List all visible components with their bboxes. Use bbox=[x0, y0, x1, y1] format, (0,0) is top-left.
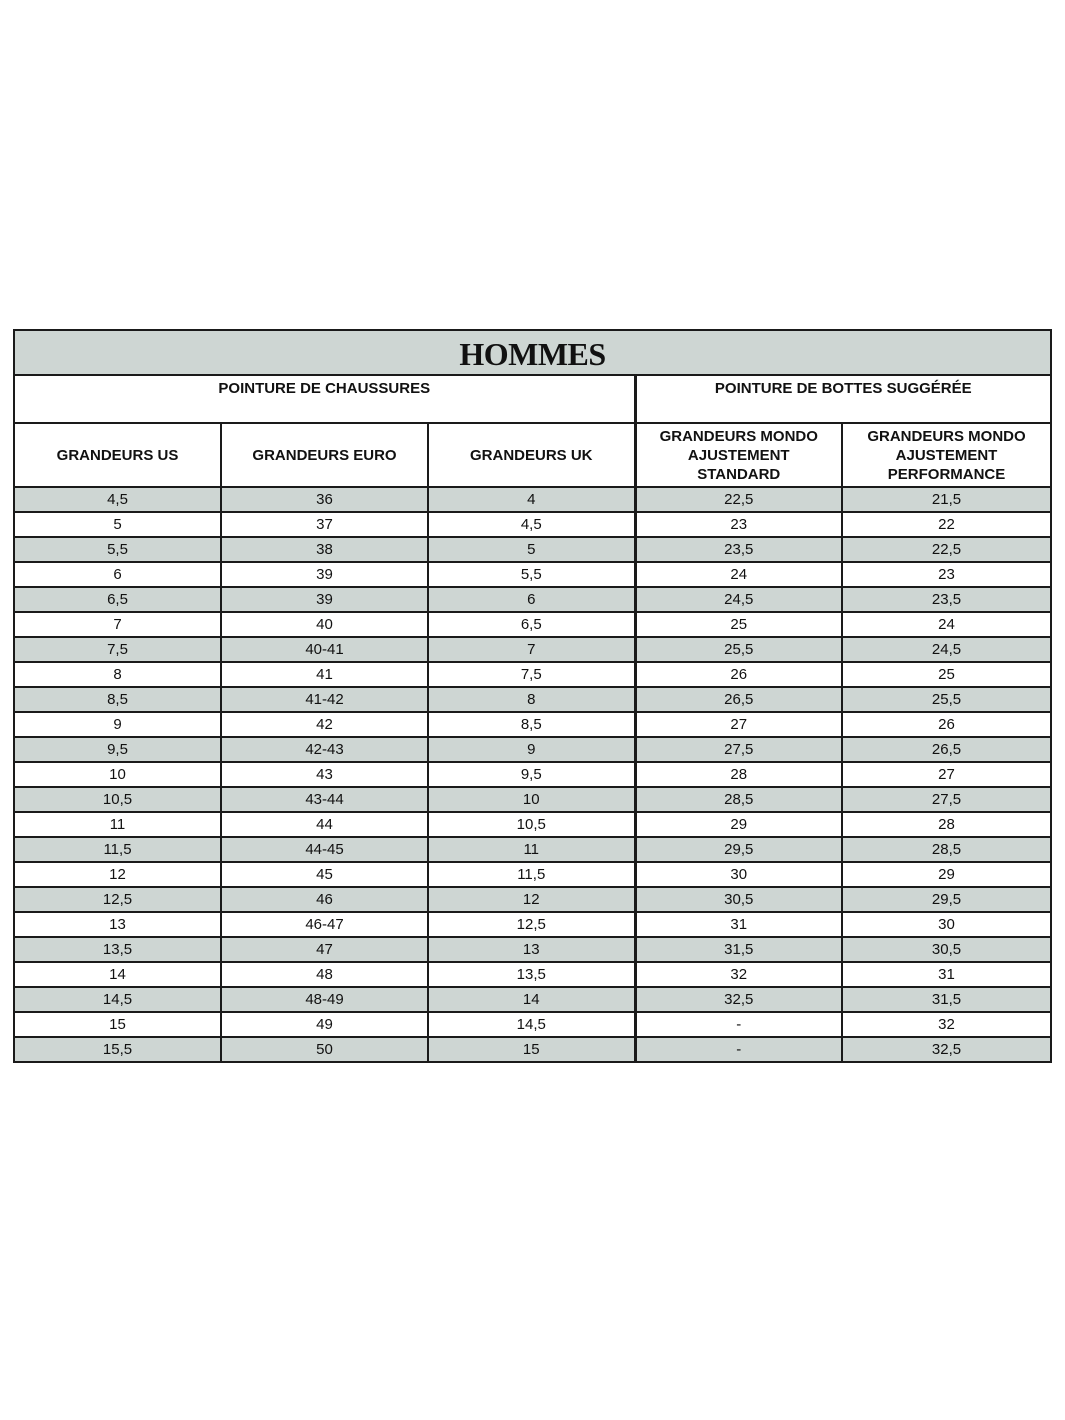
column-header-us: GRANDEURS US bbox=[14, 423, 221, 487]
us-size-cell: 13,5 bbox=[14, 937, 221, 962]
euro-size-cell: 40 bbox=[221, 612, 428, 637]
header-line: AJUSTEMENT bbox=[687, 446, 790, 464]
mondo-performance-cell: 28,5 bbox=[842, 837, 1051, 862]
uk-size-cell: 13 bbox=[428, 937, 635, 962]
table-title: HOMMES bbox=[14, 330, 1051, 375]
mondo-standard-cell: 29,5 bbox=[635, 837, 842, 862]
column-header-euro: GRANDEURS EURO bbox=[221, 423, 428, 487]
table-row bbox=[14, 737, 1051, 762]
uk-size-cell: 14,5 bbox=[428, 1012, 635, 1037]
uk-size-cell: 11 bbox=[428, 837, 635, 862]
euro-size-cell: 46 bbox=[221, 887, 428, 912]
us-size-cell: 15 bbox=[14, 1012, 221, 1037]
euro-size-cell: 50 bbox=[221, 1037, 428, 1062]
mondo-standard-cell: 32,5 bbox=[635, 987, 842, 1012]
mondo-performance-cell: 22,5 bbox=[842, 537, 1051, 562]
title-row bbox=[14, 330, 1051, 375]
header-line: STANDARD bbox=[697, 465, 781, 483]
header-line: GRANDEURS MONDO bbox=[659, 427, 818, 445]
euro-size-cell: 42 bbox=[221, 712, 428, 737]
mondo-performance-cell: 23 bbox=[842, 562, 1051, 587]
group-header-shoe: POINTURE DE CHAUSSURES bbox=[14, 375, 635, 423]
euro-size-cell: 40-41 bbox=[221, 637, 428, 662]
column-header-row bbox=[14, 423, 1051, 487]
table-row bbox=[14, 1012, 1051, 1037]
mondo-performance-cell: 25,5 bbox=[842, 687, 1051, 712]
uk-size-cell: 6,5 bbox=[428, 612, 635, 637]
mondo-standard-cell: 23 bbox=[635, 512, 842, 537]
uk-size-cell: 4 bbox=[428, 487, 635, 512]
table-row bbox=[14, 687, 1051, 712]
uk-size-cell: 11,5 bbox=[428, 862, 635, 887]
mondo-standard-cell: 23,5 bbox=[635, 537, 842, 562]
mondo-standard-cell: 31 bbox=[635, 912, 842, 937]
mondo-standard-cell: 28 bbox=[635, 762, 842, 787]
us-size-cell: 8 bbox=[14, 662, 221, 687]
uk-size-cell: 7,5 bbox=[428, 662, 635, 687]
us-size-cell: 4,5 bbox=[14, 487, 221, 512]
mondo-performance-cell: 24 bbox=[842, 612, 1051, 637]
mondo-performance-cell: 26,5 bbox=[842, 737, 1051, 762]
euro-size-cell: 42-43 bbox=[221, 737, 428, 762]
euro-size-cell: 44-45 bbox=[221, 837, 428, 862]
us-size-cell: 9,5 bbox=[14, 737, 221, 762]
mondo-standard-cell: 25,5 bbox=[635, 637, 842, 662]
us-size-cell: 6 bbox=[14, 562, 221, 587]
header-line: AJUSTEMENT bbox=[895, 446, 998, 464]
column-header-uk: GRANDEURS UK bbox=[428, 423, 635, 487]
column-header-mondo-performance bbox=[842, 423, 1051, 487]
uk-size-cell: 6 bbox=[428, 587, 635, 612]
euro-size-cell: 48-49 bbox=[221, 987, 428, 1012]
euro-size-cell: 48 bbox=[221, 962, 428, 987]
table-row bbox=[14, 662, 1051, 687]
mondo-performance-cell: 30,5 bbox=[842, 937, 1051, 962]
mondo-standard-cell: 22,5 bbox=[635, 487, 842, 512]
mondo-performance-cell: 25 bbox=[842, 662, 1051, 687]
mondo-performance-cell: 31 bbox=[842, 962, 1051, 987]
table-row bbox=[14, 487, 1051, 512]
table-row bbox=[14, 812, 1051, 837]
uk-size-cell: 10 bbox=[428, 787, 635, 812]
mondo-performance-cell: 21,5 bbox=[842, 487, 1051, 512]
uk-size-cell: 8,5 bbox=[428, 712, 635, 737]
table-row bbox=[14, 912, 1051, 937]
euro-size-cell: 43 bbox=[221, 762, 428, 787]
group-header-boot: POINTURE DE BOTTES SUGGÉRÉE bbox=[635, 375, 1051, 423]
mondo-performance-cell: 32 bbox=[842, 1012, 1051, 1037]
uk-size-cell: 7 bbox=[428, 637, 635, 662]
us-size-cell: 11 bbox=[14, 812, 221, 837]
mondo-standard-cell: 24,5 bbox=[635, 587, 842, 612]
header-line: GRANDEURS MONDO bbox=[867, 427, 1026, 445]
table-row bbox=[14, 1037, 1051, 1062]
size-chart bbox=[13, 329, 1050, 1063]
table-row bbox=[14, 637, 1051, 662]
uk-size-cell: 9,5 bbox=[428, 762, 635, 787]
mondo-standard-cell: 26 bbox=[635, 662, 842, 687]
mondo-standard-cell: 30,5 bbox=[635, 887, 842, 912]
us-size-cell: 15,5 bbox=[14, 1037, 221, 1062]
us-size-cell: 10 bbox=[14, 762, 221, 787]
uk-size-cell: 9 bbox=[428, 737, 635, 762]
us-size-cell: 12 bbox=[14, 862, 221, 887]
us-size-cell: 8,5 bbox=[14, 687, 221, 712]
us-size-cell: 13 bbox=[14, 912, 221, 937]
size-table bbox=[13, 329, 1052, 1063]
uk-size-cell: 5,5 bbox=[428, 562, 635, 587]
us-size-cell: 7,5 bbox=[14, 637, 221, 662]
euro-size-cell: 41-42 bbox=[221, 687, 428, 712]
table-row bbox=[14, 962, 1051, 987]
us-size-cell: 5,5 bbox=[14, 537, 221, 562]
us-size-cell: 6,5 bbox=[14, 587, 221, 612]
table-row bbox=[14, 512, 1051, 537]
table-row bbox=[14, 762, 1051, 787]
us-size-cell: 14 bbox=[14, 962, 221, 987]
us-size-cell: 12,5 bbox=[14, 887, 221, 912]
uk-size-cell: 5 bbox=[428, 537, 635, 562]
mondo-standard-cell: 24 bbox=[635, 562, 842, 587]
table-row bbox=[14, 862, 1051, 887]
mondo-performance-cell: 27 bbox=[842, 762, 1051, 787]
mondo-standard-cell: 27 bbox=[635, 712, 842, 737]
uk-size-cell: 4,5 bbox=[428, 512, 635, 537]
uk-size-cell: 12,5 bbox=[428, 912, 635, 937]
uk-size-cell: 15 bbox=[428, 1037, 635, 1062]
mondo-performance-cell: 32,5 bbox=[842, 1037, 1051, 1062]
table-row bbox=[14, 537, 1051, 562]
mondo-performance-cell: 26 bbox=[842, 712, 1051, 737]
euro-size-cell: 39 bbox=[221, 587, 428, 612]
mondo-standard-cell: 30 bbox=[635, 862, 842, 887]
table-row bbox=[14, 612, 1051, 637]
euro-size-cell: 38 bbox=[221, 537, 428, 562]
euro-size-cell: 47 bbox=[221, 937, 428, 962]
us-size-cell: 7 bbox=[14, 612, 221, 637]
euro-size-cell: 45 bbox=[221, 862, 428, 887]
mondo-performance-cell: 29 bbox=[842, 862, 1051, 887]
uk-size-cell: 14 bbox=[428, 987, 635, 1012]
mondo-standard-cell: 32 bbox=[635, 962, 842, 987]
us-size-cell: 9 bbox=[14, 712, 221, 737]
uk-size-cell: 12 bbox=[428, 887, 635, 912]
mondo-standard-cell: 27,5 bbox=[635, 737, 842, 762]
euro-size-cell: 37 bbox=[221, 512, 428, 537]
euro-size-cell: 39 bbox=[221, 562, 428, 587]
us-size-cell: 10,5 bbox=[14, 787, 221, 812]
mondo-performance-cell: 31,5 bbox=[842, 987, 1051, 1012]
mondo-standard-cell: 28,5 bbox=[635, 787, 842, 812]
us-size-cell: 14,5 bbox=[14, 987, 221, 1012]
euro-size-cell: 36 bbox=[221, 487, 428, 512]
mondo-performance-cell: 28 bbox=[842, 812, 1051, 837]
uk-size-cell: 10,5 bbox=[428, 812, 635, 837]
uk-size-cell: 8 bbox=[428, 687, 635, 712]
mondo-performance-cell: 24,5 bbox=[842, 637, 1051, 662]
mondo-performance-cell: 29,5 bbox=[842, 887, 1051, 912]
mondo-performance-cell: 30 bbox=[842, 912, 1051, 937]
mondo-performance-cell: 22 bbox=[842, 512, 1051, 537]
us-size-cell: 5 bbox=[14, 512, 221, 537]
table-row bbox=[14, 837, 1051, 862]
euro-size-cell: 46-47 bbox=[221, 912, 428, 937]
mondo-standard-cell: - bbox=[635, 1037, 842, 1062]
header-line: PERFORMANCE bbox=[887, 465, 1006, 483]
mondo-performance-cell: 27,5 bbox=[842, 787, 1051, 812]
euro-size-cell: 49 bbox=[221, 1012, 428, 1037]
mondo-standard-cell: 31,5 bbox=[635, 937, 842, 962]
column-header-mondo-standard bbox=[635, 423, 842, 487]
mondo-standard-cell: - bbox=[635, 1012, 842, 1037]
us-size-cell: 11,5 bbox=[14, 837, 221, 862]
table-row bbox=[14, 787, 1051, 812]
size-rows bbox=[14, 487, 1051, 1062]
uk-size-cell: 13,5 bbox=[428, 962, 635, 987]
mondo-standard-cell: 25 bbox=[635, 612, 842, 637]
euro-size-cell: 41 bbox=[221, 662, 428, 687]
table-row bbox=[14, 562, 1051, 587]
table-row bbox=[14, 987, 1051, 1012]
table-row bbox=[14, 587, 1051, 612]
mondo-standard-cell: 29 bbox=[635, 812, 842, 837]
table-row bbox=[14, 712, 1051, 737]
euro-size-cell: 44 bbox=[221, 812, 428, 837]
table-row bbox=[14, 937, 1051, 962]
mondo-standard-cell: 26,5 bbox=[635, 687, 842, 712]
table-row bbox=[14, 887, 1051, 912]
euro-size-cell: 43-44 bbox=[221, 787, 428, 812]
mondo-performance-cell: 23,5 bbox=[842, 587, 1051, 612]
group-header-row bbox=[14, 375, 1051, 423]
